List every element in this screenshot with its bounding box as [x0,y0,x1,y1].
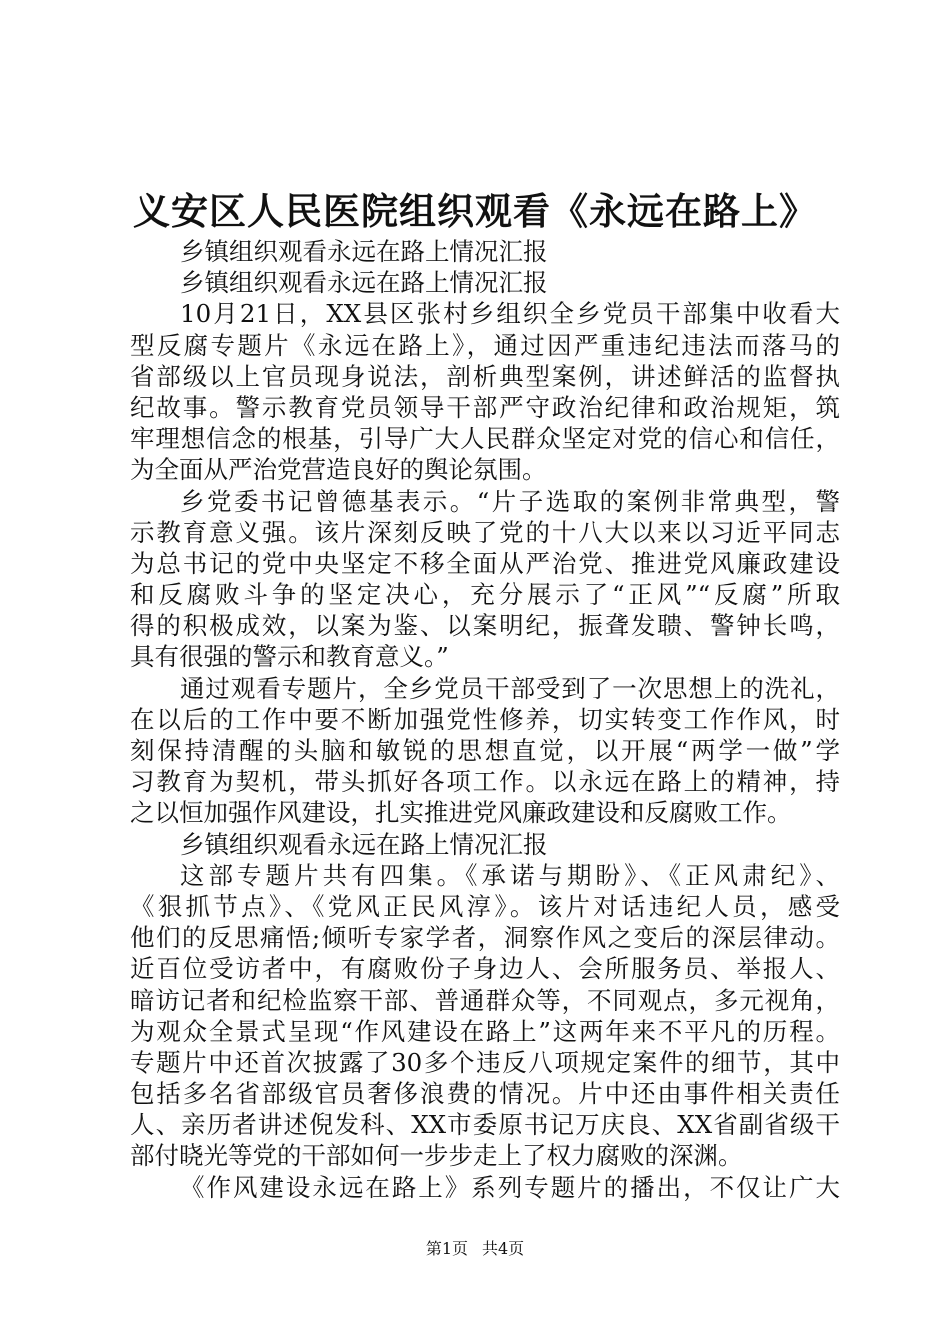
paragraph-line: 之以恒加强作风建设，扎实推进党风廉政建设和反腐败工作。 [130,798,792,828]
paragraph-line: 他们的反思痛悟;倾听专家学者，洞察作风之变后的深层律动。 [130,923,840,953]
paragraph-line: 专题片中还首次披露了30多个违反八项规定案件的细节，其中 [130,1047,840,1077]
paragraph-line: 在以后的工作中要不断加强党性修养，切实转变工作作风，时 [130,704,840,734]
paragraph-line: 习教育为契机，带头抓好各项工作。以永远在路上的精神，持 [130,767,840,797]
paragraph-line: 近百位受访者中，有腐败份子身边人、会所服务员、举报人、 [130,954,840,984]
paragraph-line: 《狠抓节点》、《党风正民风淳》。该片对话违纪人员，感受 [130,891,840,921]
paragraph-line: 暗访记者和纪检监察干部、普通群众等，不同观点，多元视角， [130,985,840,1015]
paragraph-line: 和反腐败斗争的坚定决心，充分展示了“正风”“反腐”所取 [130,580,840,610]
paragraph-line: 部付晓光等党的干部如何一步步走上了权力腐败的深渊。 [130,1141,743,1171]
paragraph-line: 《作风建设永远在路上》系列专题片的播出，不仅让广大 [180,1172,840,1202]
paragraph-line: 通过观看专题片，全乡党员干部受到了一次思想上的洗礼， [180,673,840,703]
paragraph-line: 乡党委书记曾德基表示。“片子选取的案例非常典型，警 [180,486,840,516]
paragraph-line: 包括多名省部级官员奢侈浪费的情况。片中还由事件相关责任 [130,1079,840,1109]
subheading-line: 乡镇组织观看永远在路上情况汇报 [180,268,548,298]
page-total: 共4页 [482,1239,525,1258]
paragraph-line: 得的积极成效，以案为鉴、以案明纪，振聋发聩、警钟长鸣， [130,611,840,641]
paragraph-line: 为总书记的党中央坚定不移全面从严治党、推进党风廉政建设 [130,548,840,578]
page-number: 第1页 [425,1239,468,1258]
paragraph-line: 这部专题片共有四集。《承诺与期盼》、《正风肃纪》、 [180,860,840,890]
paragraph-line: 为全面从严治党营造良好的舆论氛围。 [130,455,547,485]
subheading-line: 乡镇组织观看永远在路上情况汇报 [180,237,548,266]
paragraph-line: 型反腐专题片《永远在路上》，通过因严重违纪违法而落马的 [130,330,840,360]
paragraph-line: 为观众全景式呈现“作风建设在路上”这两年来不平凡的历程。 [130,1016,840,1046]
document-title: 义安区人民医院组织观看《永远在路上》 [133,189,817,233]
document-body [130,236,840,1203]
paragraph-line: 10月21日，XX县区张村乡组织全乡党员干部集中收看大 [180,299,840,329]
subheading-line: 乡镇组织观看永远在路上情况汇报 [180,829,548,859]
paragraph-line: 示教育意义强。该片深刻反映了党的十八大以来以习近平同志 [130,517,840,547]
page-footer [0,1238,950,1260]
paragraph-line: 具有很强的警示和教育意义。” [130,642,449,672]
paragraph-line: 纪故事。警示教育党员领导干部严守政治纪律和政治规矩，筑 [130,392,840,422]
paragraph-line: 人、亲历者讲述倪发科、XX市委原书记万庆良、XX省副省级干 [130,1110,840,1140]
paragraph-line: 省部级以上官员现身说法，剖析典型案例，讲述鲜活的监督执 [130,361,840,391]
paragraph-line: 刻保持清醒的头脑和敏锐的思想直觉，以开展“两学一做”学 [130,736,840,765]
paragraph-line: 牢理想信念的根基，引导广大人民群众坚定对党的信心和信任， [130,424,840,454]
